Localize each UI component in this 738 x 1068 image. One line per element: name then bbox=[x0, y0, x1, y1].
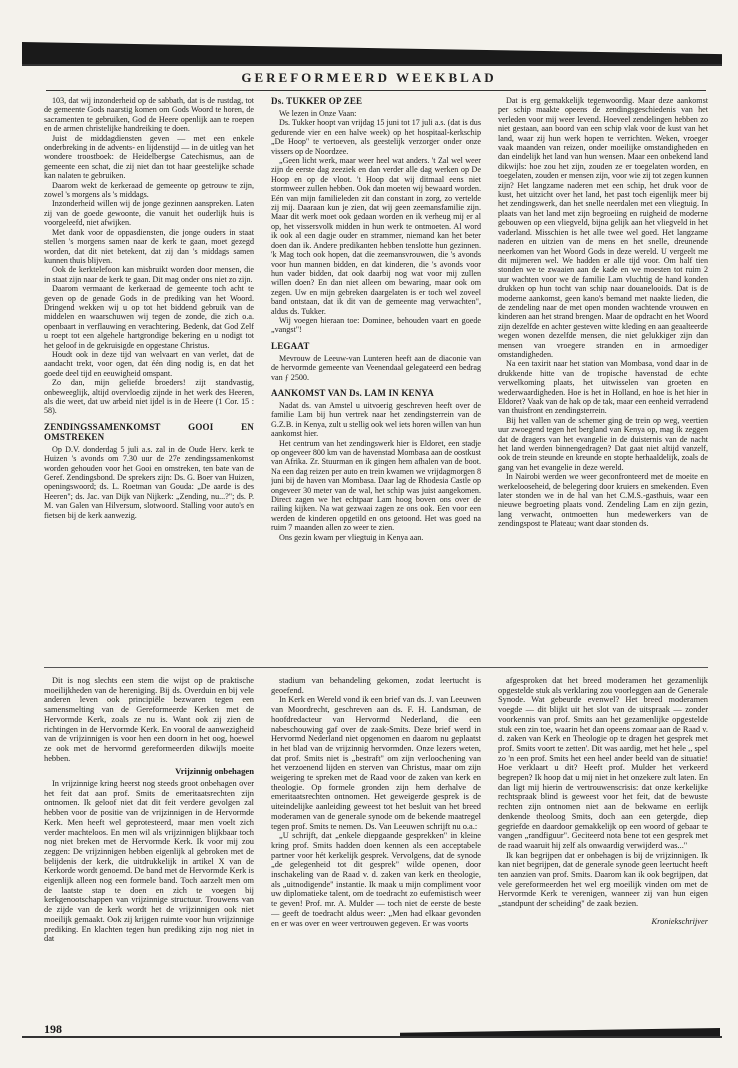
paragraph: Bij het vallen van de schemer ging de trein op weg, veertien uur zwoegend tegen het bergland van Kenya op, mag ik zeggen dat de dragers van het evangelie in de duisternis van de nacht het land werden binnengedragen? Dat gaat niet altijd vanzelf, ook de trein steunde en kreunde en stopte herhaaldelijk, zoals de gang van het evangelie in deze wereld. bbox=[498, 415, 708, 472]
paragraph: In Nairobi werden we weer geconfronteerd met de moeite en werkelooseheid, de belegering door kruiers en smekenden. Even later stonden we in de hal van het C.M.S.-gasthuis, waar een nieuwe begroeting plaats vond. Zendeling Lam en zijn gezin, lang verwacht, ontmoetten hun medewerkers van de zendingspost te Plateau; want daar stonden ds. bbox=[498, 472, 708, 529]
paragraph: Houdt ook in deze tijd van welvaart en van verlet, dat de aandacht trekt, voor ogen, dat één ding nodig is, en dat het goede deel tijd en eeuwigheid omspant. bbox=[44, 349, 254, 378]
paragraph: Daarom vermaant de kerkeraad de gemeente toch acht te geven op de genade Gods in de prediking van het Woord. Dringend wekken wij u op tot het biddend gebruik van de middelen en waarschuwen wij tegen de zonde, die zich o.a. openbaart in verflauwing en verachtering. Bedenk, dat God Zelf u roept tot een algehele hartgrondige bekering en u nodigt tot het geloof in de gekruisigde en opgestane Christus. bbox=[44, 284, 254, 350]
paragraph: Nadat ds. van Amstel u uitvoerig geschreven heeft over de familie Lam bij hun vertrek naar het zendingsterrein van de G.Z.B. in Kenya, zult u stellig ook wel iets horen willen van hun aankomst hier. bbox=[271, 400, 481, 439]
paragraph: Ons gezin kwam per vliegtuig in Kenya aan. bbox=[279, 532, 424, 542]
paragraph: Ds. Tukker hoopt van vrijdag 15 juni tot 17 juli a.s. (dat is dus gedurende vier en een halve week) op het hospitaal-kerkschip „De Hoop" te vertoeven, als geestelijk verzorger onder onze vissers op de Noordzee. bbox=[271, 118, 481, 156]
subheading-vrijzinnig: Vrijzinnig onbehagen bbox=[175, 766, 254, 777]
bcol1-body bbox=[44, 676, 254, 763]
header-rule-top bbox=[22, 42, 722, 64]
bottom-columns bbox=[44, 676, 708, 1022]
paragraph: Inzonderheid willen wij de jonge gezinnen aanspreken. Laten zij van de goede gewoonte, die vanuit het ouderlijk huis is voorgeleefd, niet afwijken. bbox=[44, 199, 254, 228]
paragraph: Wij voegen hieraan toe: Dominee, behouden vaart en goede „vangst"! bbox=[271, 315, 481, 335]
bcol1-body-2 bbox=[44, 779, 254, 944]
paragraph: Ook de kerktelefoon kan misbruikt worden door mensen, die in staat zijn naar de kerk te gaan. Dit mag onder ons niet zo zijn. bbox=[44, 265, 254, 284]
masthead: GEREFORMEERD WEEKBLAD bbox=[241, 70, 497, 85]
paragraph: 103, dat wij inzonderheid op de sabbath, dat is de rustdag, tot de gemeente Gods naarstig komen om Gods Woord te horen, de sacramenten te gebruiken, God de Heere openlijk aan te roepen en de armen christelijke handreiking te doen. bbox=[44, 96, 254, 134]
masthead-rule bbox=[46, 90, 706, 91]
paragraph: Ik kan begrijpen dat er onbehagen is bij de vrijzinnigen. Ik kan niet begrijpen, dat de generale synode geen leertucht heeft ten aanzien van prof. Smits. Daarom kan ik ook begrijpen, dat vele gereformeerden het wel erg moeilijk vinden om met de Hervormde Kerk te verenigen, wanneer zij van hun eigen „standpunt der scheiding" de zaak bezien. bbox=[498, 850, 708, 909]
bcol2-body bbox=[271, 676, 481, 928]
paragraph: In Kerk en Wereld vond ik een brief van ds. J. van Leeuwen van Moordrecht, geschreven aan ds. F. H. Landsman, de hoofdredacteur van Hervormd Nederland, die een nabeschouwing gaf over de zaak-Smits. Deze brief werd in Hervormd Nederland niet opgenomen en daarom nu geplaatst in het blad van de vrijzinnig hervormden. Onze lezers weten, dat prof. Smits niet is „bestraft" om zijn verloochening van het verzoenend lijden en sterven van Christus, maar om zijn weigering te spreken met de Raad voor de zaken van kerk en theologie. Op formele gronden zijn hem derhalve de emeritaatsrechten ontnomen. Het geweigerde gesprek is de uiteindelijke aanleiding geweest tot het besluit van het breed moderamen van de generale synode om de bekende maatregel tegen prof. Smits te nemen. Ds. Van Leeuwen schrijft nu o.a.: bbox=[271, 695, 481, 831]
paragraph: Dat is erg gemakkelijk tegenwoordig. Maar deze aankomst per schip maakte opeens de zendingsgeschiedenis van het verleden voor mij weer levend. Hoeveel zendelingen hebben zo niet gestaan, aan boord van een schip vlak voor de kust van het land, waar zij hun werk hopen te verrichten. Weken, vroeger vaak maanden van reizen, onder moeilijke omstandigheden en dan eindelijk het land van hun wensen. Maar een onbekend land dikwijls: hoe zou het zijn, zouden ze er toegelaten worden, en toegelaten, zouden er mensen zijn, voor wie zij tot zegen kunnen zijn? Het langzame naderen met een schip, het druk voor de kust, het uitzicht over het land, het past toch eigenlijk meer bij het zendingswerk, dan het snelle neerdalen met een vliegtuig. In plaats van het land met zijn begroeiing en ruigheid de moderne gebouwen op een vliegveld, bijna gelijk aan het vliegveld in het vaderland. Misschien is het alle twee wel goed. Het langzame naderen en uitzien van de mens en het snelle, dreunende neerkomen van het Woord Gods in deze wereld. U vergeelt me dit mijmeren wel. We hadden er alle tijd voor. Om half tien stonden we te zwaaien aan de kade en we moesten tot ruim 2 uur wachten voor we de familie Lam vluchtig de hand konden drukken op hun tocht van schip naar douanelooids. Dat is de moderne aankomst, geen kano's bemand met naakte lieden, die de zendeling naar de met open monden wachtende vrouwen en kinderen aan het strand brengen. Maar de opdracht en het Woord zijn dezelfde en achter gesteven witte kleding en aan geaalteerde wegen wonen dezelfde mensen, die niet gelukkiger zijn dan mensen van vroegere stranden en in armoediger omstandigheden. bbox=[498, 96, 708, 359]
paragraph: „U schrijft, dat „enkele diepgaande gesprekken" in kleine kring prof. Smits hadden doen kennen als een acceptabele partner voor hét kerkelijk gesprek. Vervolgens, dat de synode „de gelegenheid tot dit gesprek" wilde openen, door inschakeling van de Raad v. d. zaken van kerk en theologie, als „uitnodigende" instantie. Ik maak u mijn compliment voor uw diplomatieke talent, om de toedracht zo eufemistisch weer te geven! Prof. mr. A. Mulder — toch niet de eerste de beste — geeft de toedracht aldus weer: „Men had elkaar gevonden en er was over en weer vertrouwen gegeven. Er was voorts bbox=[271, 831, 481, 928]
paragraph: Mevrouw de Leeuw-van Lunteren heeft aan de diaconie van de hervormde gemeente van Veenendaal gelegateerd een bedrag van ƒ 2500. bbox=[271, 353, 481, 382]
col1-body-2 bbox=[44, 445, 254, 520]
col1-body bbox=[44, 96, 254, 416]
col2-body-3 bbox=[271, 401, 481, 542]
bottom-column-3 bbox=[498, 676, 708, 1022]
paragraph: Juist de middagdiensten geven — met een enkele onderbreking in de advents- en lijdenstijd — in de uitleg van het wondere troostboek: de Heidelbergse Catechismus, aan de gemeente een schat, die zij niet dan tot haar geestelijke schade kan nalaten te gebruiken. bbox=[44, 133, 254, 181]
page-number: 198 bbox=[44, 1022, 62, 1036]
top-column-3 bbox=[498, 96, 708, 664]
heading-zendingssamenkomst: ZENDINGSSAMENKOMST GOOI EN OMSTREKEN bbox=[44, 421, 254, 442]
footer-bar bbox=[400, 1028, 720, 1036]
paragraph: We lezen in Onze Vaan: bbox=[279, 109, 357, 118]
bcol3-body bbox=[498, 676, 708, 909]
col3-body bbox=[498, 96, 708, 529]
heading-aankomst: AANKOMST VAN Ds. LAM IN KENYA bbox=[271, 387, 434, 398]
col2-body bbox=[271, 109, 481, 335]
paragraph: Na een taxirit naar het station van Mombasa, vond daar in de drukkende hitte van de tropische havenstad de echte verwelkoming plaats, het uitwisselen van groeten en wederwaardigheden. Hoe is het in Holland, en hoe is het hier in Eldoret? Vaak van de hak op de tak, maar een eenheid verradend van thuisfront en zendingsterrein. bbox=[498, 359, 708, 416]
footer-rule bbox=[22, 1036, 722, 1038]
paragraph: Met dank voor de oppasdiensten, die jonge ouders in staat stellen 's morgens samen naar de kerk te gaan, moet gezegd worden, dat dit niet betekent, dat zij dan 's middags samen kunnen thuis blijven. bbox=[44, 227, 254, 265]
heading-legaat: LEGAAT bbox=[271, 340, 310, 351]
paragraph: Dit is nog slechts een stem die wijst op de praktische moeilijkheden van de hereniging. Bij ds. Overduin en bij vele anderen leven ook principiële bezwaren tegen een samensmelting van de Gereformeerde Kerken met de Hervormde Kerk, zoals ze nu is. Want ook zij zien de richtingen in de Hervormde Kerk. En vooral de aanwezigheid van de vrijzinnigen is voor hen een doorn in het oog, hoewel ze ook met de hervormd gereformeerden dikwijls moeite hebben. bbox=[44, 676, 254, 763]
bottom-column-2 bbox=[271, 676, 481, 1022]
paragraph: In vrijzinnige kring heerst nog steeds groot onbehagen over het feit dat aan prof. Smits de emeritaatsrechten zijn ontnomen. Ik geloof niet dat dit feit verdere gevolgen zal hebben voor de positie van de vrijzinnigen in de Hervormde Kerk. Men heeft wel geprotesteerd, maar men voelt zich verder machteloos. En men wil als vrijzinnigen blijkbaar toch nog niet breken met de Hervormde Kerk. Ik voor mij zou zeggen: De vrijzinnigen hebben eigenlijk al gebroken met de belijdenis der kerk, die uitdrukkelijk in artikel X van de Kerkorde wordt genoemd. De band met de Hervormde Kerk is eigenlijk alleen nog een formele band. Toch aarzelt men om de laatste stap te doen en zich te voegen bij kerkgenootschappen van vrijzinnige structuur. Trouwens van de zijde van de kerk wordt het de vrijzinnigen ook niet moeilijk gemaakt. Ook zij krijgen ruimte voor hun vrijzinnige prediking. En klachten tegen hun prediking zijn nog niet in dat bbox=[44, 779, 254, 944]
signature: Kroniekschrijver bbox=[651, 916, 708, 926]
top-column-2 bbox=[271, 96, 481, 664]
paragraph: Het centrum van het zendingswerk hier is Eldoret, een stadje op ongeveer 800 km van de havenstad Mombasa aan de oostkust van Afrika. Zr. Stuurman en ik gingen hem afhalen van de boot. Na een dag reizen per auto en trein kwamen we vrijdagmorgen 8 juni bij de haven van Mombasa. Daar lag de Rhodesia Castle op ongeveer 30 meter van de wal, het schip was juist aangekomen. Direct zagen we het echtpaar Lam hoog boven ons over de railing kijken. Na wat gezwaai zagen ze ons ook. Een voor een werden de kinderen opgetild en ons getoond. Het was goed na ruim 7 maanden allen zo weer te zien. bbox=[271, 438, 481, 533]
bottom-column-1 bbox=[44, 676, 254, 1022]
paragraph: afgesproken dat het breed moderamen het gezamenlijk opgestelde stuk als verklaring zou voorleggen aan de Generale Synode. Wat gebeurde evenwel? Het breed moderamen voegde — dit blijkt uit het slot van de uitspraak — zonder voorkennis van prof. Smits aan het gezamenlijke opgestelde stuk een zin toe, waarin het dan opeens zomaar aan de Raad v. d. zaken van Kerk en Theologie op te dragen het gesprek met prof. Smits voort te zetten'. Dit was aardig, met het hele ,, spel zo 'n een prof. Smits het een heel ander beeld van de situatie! Hoe verklaart u dit? Heeft prof. Mulder het verkeerd begrepen? Ik hoop dat u mij niet in het onzekere zult laten. En dan ligt mij hierin de vertrouwenscrisis: dat onze kerkelijke rechtspraak blind is geweest voor het feit, dat de bewuste rechten zijn ontnomen niet aan de bekwame en eerlijk denkende theoloog Smits, doch aan een getergde, diep gegriefde en daardoor gemakkelijk op een woord of gebaar te vangen „randfiguur". Geciteerd nota bene tot een gesprek met de raad waaruit hij zelf als onwaardig verwijderd was..." bbox=[498, 676, 708, 850]
paragraph: stadium van behandeling gekomen, zodat leertucht is geoefend. bbox=[271, 676, 481, 695]
col2-body-2 bbox=[271, 354, 481, 382]
section-divider bbox=[44, 667, 708, 668]
heading-tukker: Ds. TUKKER OP ZEE bbox=[271, 96, 363, 106]
top-column-1 bbox=[44, 96, 254, 664]
paragraph: Daarom wekt de kerkeraad de gemeente op getrouw te zijn, zowel 's morgens als 's middags. bbox=[44, 180, 254, 200]
header-rule-thin bbox=[22, 64, 722, 66]
top-columns bbox=[44, 96, 708, 664]
paragraph: „Geen licht werk, maar weer heel wat anders. 't Zal wel weer zijn de eerste dag zeeziek en dan verder alle dag werken op De Hoop en op de vloot. 't Hoop dat wij ditmaal eens niet stormweer zullen hebben. Ook dan moeten wij bewaard worden. Eén van mijn familieleden zit dan constant in zorg, zo vertelde zij mij. Daaraan kun je zien, dat wij geen zeemansfamilie zijn. Maar dit werk moet ook gedaan worden en ik verheug mij er al op, het vissersvolk midden in hun werk te ontmoeten. Al word ik ook al een dagje ouder en strammer, niemand kan het beter doen dan ik. Andere predikanten hebben tenslotte hun gezinnen. 'k Mag toch ook hopen, dat die zeemansvrouwen, die 's avonds voor hun mannen bidden, en dat kinderen, die 's avonds voor hun vader bidden, dat ook daarbij nog wat voor mij zullen willen doen? En dan niet alleen om bewaring, maar ook om zegen. Uw en mijn gebreken daargelaten is er toch wel zoveel band ontstaan, dat ik dit van de gemeente mag verwachten", aldus ds. Tukker. bbox=[271, 156, 481, 316]
paragraph: Op D.V. donderdag 5 juli a.s. zal in de Oude Herv. kerk te Huizen 's avonds om 7.30 uur de 27e zendingssamenkomst worden gehouden voor het Gooi en omstreken, ten bate van de Geref. Zendingsbond. De sprekers zijn: Ds. G. Boer van Huizen, openingswoord; ds. L. Roetman van Gouda: „De aarde is des Heeren"; ds. Jac. van Dijk van Nijkerk: „Zending, nu...?"; ds. P. M. van Galen van Hilversum, slotwoord. Stalling voor auto's en fietsen bij de kerk aanwezig. bbox=[44, 444, 254, 520]
paragraph: Zo dan, mijn geliefde broeders! zijt standvastig, onbeweeglijk, altijd overvloedig zijnde in het werk des Heeren, als die weet, dat uw arbeid niet ijdel is in de Heere (1 Cor. 15 : 58). bbox=[44, 378, 254, 416]
